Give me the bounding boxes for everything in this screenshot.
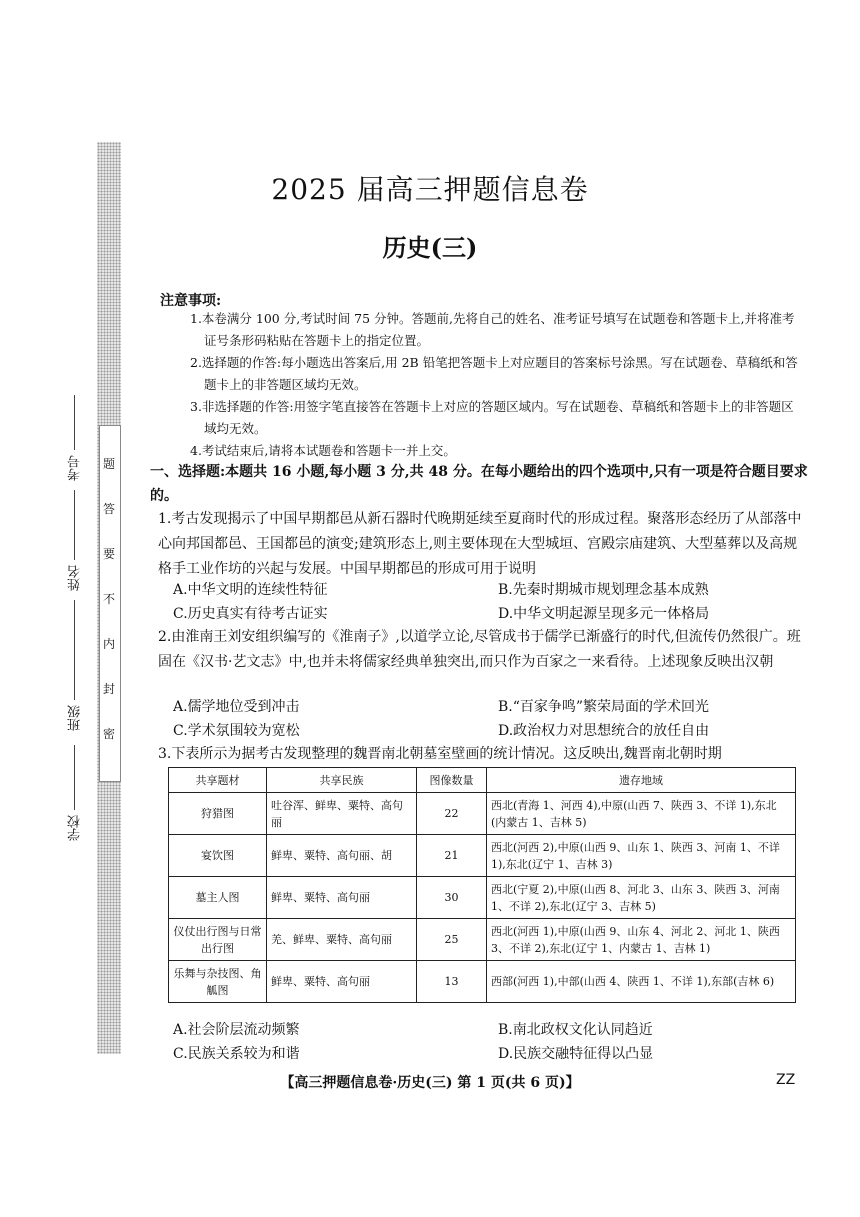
table-row: [169, 961, 796, 1003]
question-1: [158, 507, 808, 582]
page-footer: 【高三押题信息卷·历史(三) 第 1 页(共 6 页)】: [280, 1075, 580, 1091]
table-cell: 西北(河西 1),中原(山西 9、山东 4、河北 2、河北 1、陕西 3、不详 2),东北(辽宁 1、内蒙古 1、吉林 1): [487, 919, 796, 961]
table-cell: 仪仗出行图与日常出行图: [169, 919, 267, 961]
table-cell: 西北(河西 2),中原(山西 9、山东 1、陕西 3、河南 1、不详 1),东北(辽宁 1、吉林 3): [487, 835, 796, 877]
seal-char: 题: [102, 457, 115, 471]
exam-number-line: [74, 395, 75, 450]
seal-char: 内: [102, 637, 115, 651]
table-cell: 13: [417, 961, 487, 1003]
table-header-row: [169, 768, 796, 793]
table-cell: 鲜卑、粟特、高句丽: [267, 961, 417, 1003]
question-stem: 1.考古发现揭示了中国早期都邑从新石器时代晚期延续至夏商时代的形成过程。聚落形态经历了从部落中心向邦国都邑、王国都邑的演变;建筑形态上,则主要体现在大型城垣、宫殿宗庙建筑、大型墓葬以及高规格手工业作坊的兴起与发展。中国早期都邑的形成可用于说明: [158, 511, 802, 577]
seal-char: 要: [102, 547, 115, 561]
option: A.中华文明的连续性特征: [173, 582, 328, 598]
table-row: [169, 835, 796, 877]
option: D.中华文明起源呈现多元一体格局: [498, 606, 710, 622]
option: D.政治权力对思想统合的放任自由: [498, 723, 710, 739]
table-cell: 25: [417, 919, 487, 961]
table-cell: 羌、鲜卑、粟特、高句丽: [267, 919, 417, 961]
notice-heading: 注意事项:: [160, 293, 222, 309]
table-cell: 狩猎图: [169, 793, 267, 835]
table-header: 图像数量: [417, 768, 487, 793]
table-row: [169, 793, 796, 835]
table-row: [169, 877, 796, 919]
seal-char: 封: [102, 682, 115, 696]
question-3: [158, 742, 808, 767]
option: B.南北政权文化认同趋近: [498, 1022, 653, 1038]
notice-item: 1.本卷满分 100 分,考试时间 75 分钟。答题前,先将自己的姓名、准考证号填写在试题卷和答题卡上,并将准考证号条形码粘贴在答题卡上的指定位置。: [190, 311, 795, 348]
class-label: 班级: [68, 705, 83, 731]
page-title: 2025 届高三押题信息卷: [271, 173, 589, 206]
table-cell: 鲜卑、粟特、高句丽: [267, 877, 417, 919]
question-stem: 3.下表所示为据考古发现整理的魏晋南北朝墓室壁画的统计情况。这反映出,魏晋南北朝时期: [158, 746, 722, 762]
table-cell: 22: [417, 793, 487, 835]
seal-char: 答: [102, 502, 115, 516]
option: A.社会阶层流动频繁: [173, 1022, 300, 1038]
notice-list: [190, 308, 800, 462]
notice-item: 2.选择题的作答:每小题选出答案后,用 2B 铅笔把答题卡上对应题目的答案标号涂黑。写在试题卷、草稿纸和答题卡上的非答题区域均无效。: [190, 355, 798, 392]
seal-char: 密: [102, 727, 115, 741]
notice-item: 4.考试结束后,请将本试题卷和答题卡一并上交。: [190, 443, 456, 458]
class-line: [74, 600, 75, 700]
table-header: 共享民族: [267, 768, 417, 793]
notice-item: 3.非选择题的作答:用签字笔直接答在答题卡上对应的答题区域内。写在试题卷、草稿纸和答题卡上的非答题区域均无效。: [190, 399, 794, 436]
question-2: [158, 625, 808, 675]
school-line: [74, 745, 75, 810]
table-cell: 西部(河西 1),中部(山西 4、陕西 1、不详 1),东部(吉林 6): [487, 961, 796, 1003]
table-cell: 墓主人图: [169, 877, 267, 919]
table-cell: 30: [417, 877, 487, 919]
option: B.先秦时期城市规划理念基本成熟: [498, 582, 709, 598]
table-cell: 鲜卑、粟特、高句丽、胡: [267, 835, 417, 877]
option: C.历史真实有待考古证实: [173, 606, 328, 622]
table-cell: 西北(青海 1、河西 4),中原(山西 7、陕西 3、不详 1),东北(内蒙古 1、吉林 5): [487, 793, 796, 835]
question-stem: 2.由淮南王刘安组织编写的《淮南子》,以道学立论,尽管成书于儒学已渐盛行的时代,但流传仍然很广。班固在《汉书·艺文志》中,也并未将儒家经典单独突出,而只作为百家之一来看待。上述现象反映出汉朝: [158, 629, 801, 670]
table-header: 遗存地域: [487, 768, 796, 793]
option: B.“百家争鸣”繁荣局面的学术回光: [498, 699, 710, 715]
section-heading: 一、选择题:本题共 16 小题,每小题 3 分,共 48 分。在每小题给出的四个选项中,只有一项是符合题目要求的。: [150, 464, 808, 504]
option: A.儒学地位受到冲击: [173, 699, 300, 715]
name-label: 姓名: [68, 565, 83, 591]
school-label: 学校: [68, 815, 83, 841]
table-cell: 吐谷浑、鲜卑、粟特、高句丽: [267, 793, 417, 835]
table-cell: 西北(宁夏 2),中原(山西 8、河北 3、山东 3、陕西 3、河南 1、不详 2),东北(辽宁 3、吉林 5): [487, 877, 796, 919]
page-subtitle: 历史(三): [382, 233, 478, 262]
name-line: [74, 490, 75, 560]
option: C.民族关系较为和谐: [173, 1046, 300, 1062]
seal-char: 不: [102, 592, 115, 606]
option: D.民族交融特征得以凸显: [498, 1046, 654, 1062]
paper-code: ZZ: [776, 1072, 796, 1088]
table-cell: 乐舞与杂技图、角觚图: [169, 961, 267, 1003]
table-cell: 21: [417, 835, 487, 877]
exam-number-label: 考号: [68, 455, 83, 481]
table-cell: 宴饮图: [169, 835, 267, 877]
mural-statistics-table: [168, 767, 796, 1003]
table-row: [169, 919, 796, 961]
table-header: 共享题材: [169, 768, 267, 793]
option: C.学术氛围较为宽松: [173, 723, 300, 739]
